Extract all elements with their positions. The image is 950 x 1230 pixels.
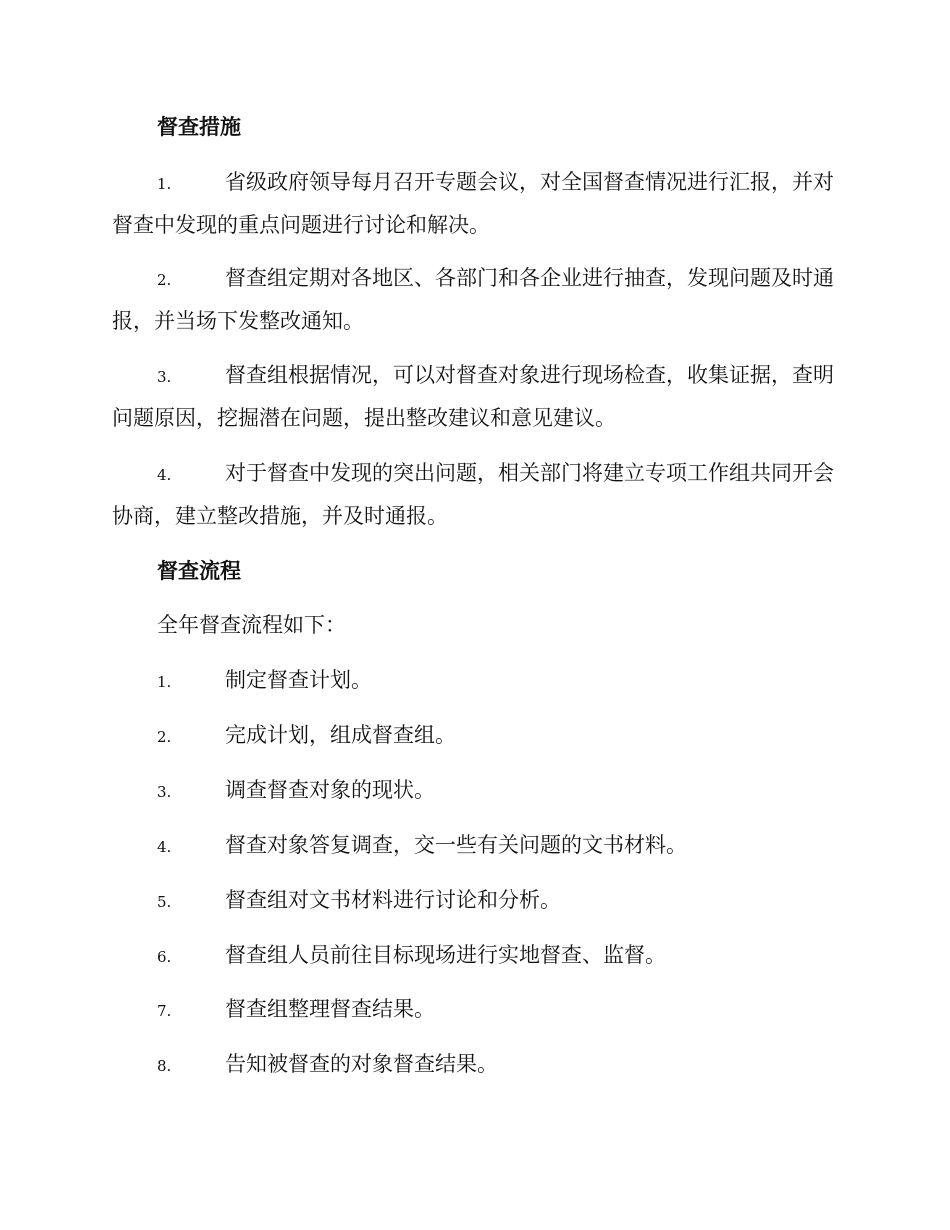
process-step	[157, 667, 372, 695]
process-step	[157, 942, 666, 970]
list-item-text: 督查组人员前往目标现场进行实地督查、监督。	[225, 943, 666, 967]
list-item-text: 调查督查对象的现状。	[225, 778, 435, 802]
measure-item	[112, 355, 834, 439]
list-number: 2.	[157, 271, 172, 289]
measure-item	[112, 453, 834, 537]
process-step	[157, 996, 435, 1024]
list-item-text: 督查组定期对各地区、各部门和各企业进行抽查，发现问题及时通报，并当场下发整改通知。	[112, 266, 834, 333]
list-number: 3.	[157, 368, 172, 386]
list-number: 5.	[157, 893, 172, 911]
list-number: 6.	[157, 948, 172, 966]
list-item-text: 省级政府领导每月召开专题会议，对全国督查情况进行汇报，并对督查中发现的重点问题进行讨论和解决。	[112, 170, 834, 237]
process-step	[157, 777, 435, 805]
process-step	[157, 1051, 498, 1079]
list-number: 7.	[157, 1002, 172, 1020]
section-heading-process: 督查流程	[157, 558, 241, 583]
process-step	[157, 722, 456, 750]
list-item-text: 告知被督查的对象督查结果。	[225, 1052, 498, 1076]
process-step	[157, 887, 561, 915]
list-item-text: 督查组整理督查结果。	[225, 997, 435, 1021]
list-item-text: 督查组根据情况，可以对督查对象进行现场检查，收集证据，查明问题原因，挖掘潜在问题，提出整改建议和意见建议。	[112, 363, 834, 430]
section-heading-measures: 督查措施	[157, 114, 241, 139]
process-step	[157, 832, 687, 860]
list-number: 1.	[157, 175, 172, 193]
measure-item	[112, 258, 834, 342]
list-item-text: 督查组对文书材料进行讨论和分析。	[225, 888, 561, 912]
measure-item	[112, 162, 834, 246]
list-number: 4.	[157, 838, 172, 856]
list-number: 2.	[157, 728, 172, 746]
list-item-text: 对于督查中发现的突出问题，相关部门将建立专项工作组共同开会协商，建立整改措施，并及时通报。	[112, 461, 834, 528]
list-number: 3.	[157, 783, 172, 801]
list-item-text: 督查对象答复调查，交一些有关问题的文书材料。	[225, 833, 687, 857]
process-intro: 全年督查流程如下：	[157, 613, 346, 637]
list-item-text: 制定督查计划。	[225, 668, 372, 692]
list-number: 1.	[157, 673, 172, 691]
list-item-text: 完成计划，组成督查组。	[225, 723, 456, 747]
list-number: 4.	[157, 466, 172, 484]
list-number: 8.	[157, 1057, 172, 1075]
